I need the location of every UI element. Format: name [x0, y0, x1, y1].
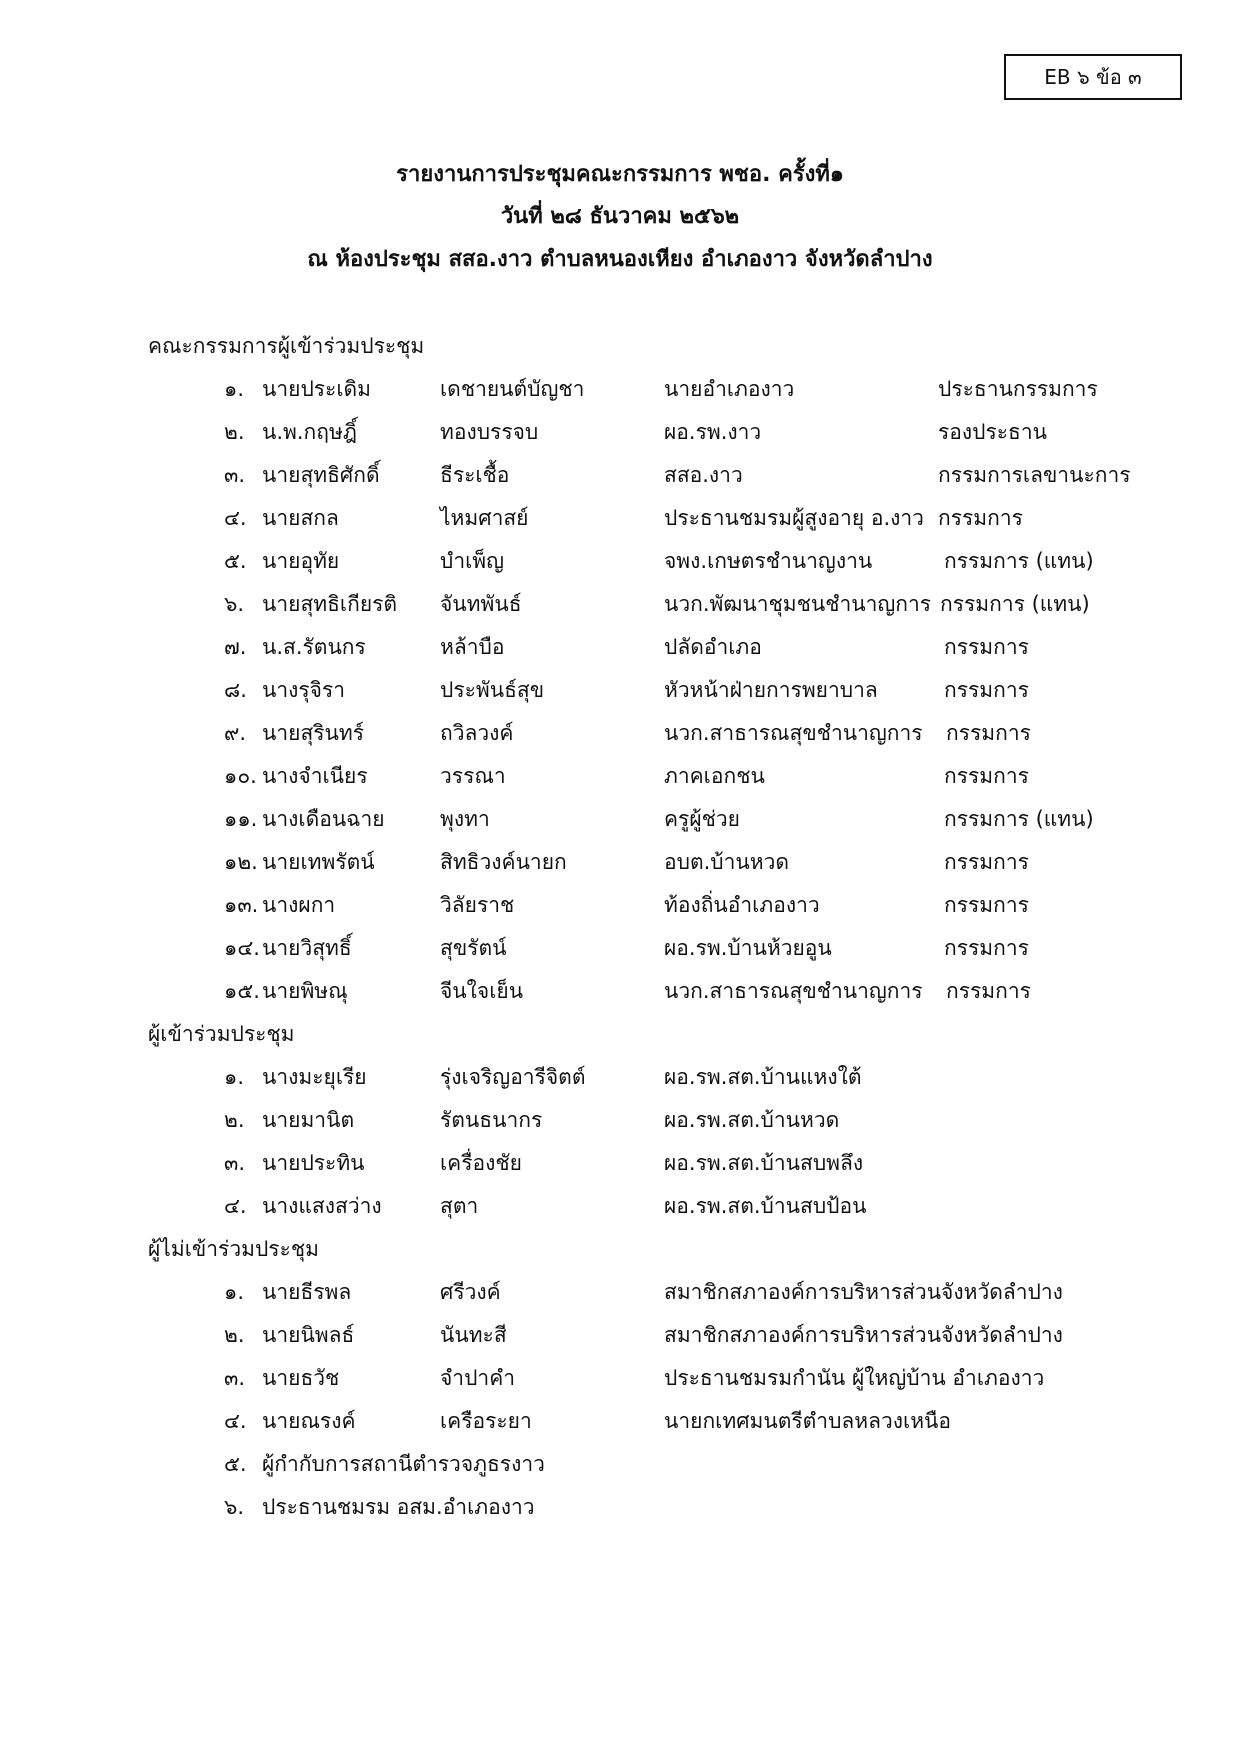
table-row	[0, 932, 1240, 972]
row-name: นายณรงค์	[262, 1409, 356, 1433]
row-name: นายธวัช	[262, 1366, 340, 1390]
row-role: กรรมการ	[944, 678, 1029, 702]
table-row	[0, 674, 1240, 714]
row-name: นางจำเนียร	[262, 764, 368, 788]
row-name: นายสุรินทร์	[262, 721, 365, 745]
row-name: นายพิษณุ	[262, 979, 348, 1003]
row-number: ๖.	[224, 1495, 245, 1519]
row-position: จพง.เกษตรชำนาญงาน	[664, 549, 873, 573]
row-position: หัวหน้าฝ่ายการพยาบาล	[664, 678, 878, 702]
row-surname: รัตนธนากร	[440, 1108, 543, 1132]
table-row	[0, 545, 1240, 585]
row-surname: ธีระเชื้อ	[440, 463, 510, 487]
row-surname: ศรีวงค์	[440, 1280, 501, 1304]
row-number: ๑.	[224, 1280, 245, 1304]
table-row	[0, 1491, 1240, 1531]
row-position: ผอ.รพ.สต.บ้านสบพลึง	[664, 1151, 864, 1175]
row-position: ผอ.รพ.สต.บ้านแหงใต้	[664, 1065, 862, 1089]
row-number: ๑๑.	[224, 807, 258, 831]
table-row	[0, 803, 1240, 843]
row-name: นางมะยุเรีย	[262, 1065, 367, 1089]
row-role: กรรมการเลขานะการ	[938, 463, 1131, 487]
row-number: ๗.	[224, 635, 247, 659]
row-number: ๔.	[224, 1194, 247, 1218]
row-role: กรรมการ (แทน)	[944, 807, 1094, 831]
row-role: กรรมการ	[944, 635, 1029, 659]
row-name: นายสกล	[262, 506, 339, 530]
row-number: ๕.	[224, 549, 247, 573]
row-position: ผอ.รพ.บ้านห้วยอูน	[664, 936, 832, 960]
table-row	[0, 760, 1240, 800]
table-row	[0, 1104, 1240, 1144]
row-name: ผู้กำกับการสถานีตำรวจภูธรงาว	[262, 1452, 545, 1476]
row-number: ๓.	[224, 1366, 246, 1390]
row-name: น.ส.รัตนกร	[262, 635, 366, 659]
row-surname: ทองบรรจบ	[440, 420, 539, 444]
row-name: นายสุทธิเกียรติ	[262, 592, 398, 616]
row-name: นายอุทัย	[262, 549, 340, 573]
row-name: นายนิพลธ์	[262, 1323, 355, 1347]
row-number: ๑๕.	[224, 979, 260, 1003]
row-number: ๑.	[224, 1065, 245, 1089]
row-role: กรรมการ	[944, 764, 1029, 788]
row-number: ๓.	[224, 1151, 246, 1175]
row-surname: บำเพ็ญ	[440, 549, 505, 573]
row-surname: เดชายนต์บัญชา	[440, 377, 585, 401]
row-position: ปลัดอำเภอ	[664, 635, 762, 659]
table-row	[0, 502, 1240, 542]
row-number: ๑๒.	[224, 850, 258, 874]
table-row	[0, 889, 1240, 929]
row-number: ๘.	[224, 678, 247, 702]
row-name: นายมานิต	[262, 1108, 355, 1132]
row-number: ๒.	[224, 420, 245, 444]
row-role: กรรมการ	[944, 936, 1029, 960]
row-surname: จำปาคำ	[440, 1366, 516, 1390]
row-surname: นันทะสี	[440, 1323, 507, 1347]
table-row	[0, 1190, 1240, 1230]
row-role: ประธานกรรมการ	[938, 377, 1098, 401]
row-position: ผอ.รพ.งาว	[664, 420, 762, 444]
row-surname: เครือระยา	[440, 1409, 532, 1433]
row-position: ภาคเอกชน	[664, 764, 765, 788]
row-role: กรรมการ	[938, 506, 1023, 530]
row-position: ผอ.รพ.สต.บ้านหวด	[664, 1108, 840, 1132]
row-surname: พุงทา	[440, 807, 490, 831]
row-name: นายธีรพล	[262, 1280, 352, 1304]
row-surname: วรรณา	[440, 764, 506, 788]
row-position: สมาชิกสภาองค์การบริหารส่วนจังหวัดลำปาง	[664, 1280, 1063, 1304]
row-surname: สิทธิวงค์นายก	[440, 850, 567, 874]
table-row	[0, 631, 1240, 671]
row-position: นายกเทศมนตรีตำบลหลวงเหนือ	[664, 1409, 952, 1433]
section-heading-committee: คณะกรรมการผู้เข้าร่วมประชุม	[148, 334, 425, 358]
row-number: ๒.	[224, 1108, 245, 1132]
table-row	[0, 459, 1240, 499]
row-surname: จีนใจเย็น	[440, 979, 524, 1003]
row-surname: หล้าบือ	[440, 635, 505, 659]
row-position: สมาชิกสภาองค์การบริหารส่วนจังหวัดลำปาง	[664, 1323, 1063, 1347]
row-number: ๙.	[224, 721, 247, 745]
row-name: นายเทพรัตน์	[262, 850, 375, 874]
table-row	[0, 1319, 1240, 1359]
row-position: นวก.สาธารณสุขชำนาญการ	[664, 721, 923, 745]
row-name: ประธานชมรม อสม.อำเภองาว	[262, 1495, 535, 1519]
row-number: ๖.	[224, 592, 245, 616]
table-row	[0, 1061, 1240, 1101]
title-line-2: วันที่ ๒๘ ธันวาคม ๒๕๖๒	[500, 204, 740, 229]
table-row	[0, 1147, 1240, 1187]
section-heading-attendees: ผู้เข้าร่วมประชุม	[148, 1022, 295, 1046]
row-name: นางรุจิรา	[262, 678, 346, 702]
row-name: นางผกา	[262, 893, 336, 917]
row-number: ๑.	[224, 377, 245, 401]
row-role: กรรมการ (แทน)	[944, 549, 1094, 573]
row-name: นายประเดิม	[262, 377, 371, 401]
row-role: กรรมการ	[946, 979, 1031, 1003]
row-role: รองประธาน	[938, 420, 1047, 444]
row-number: ๑๓.	[224, 893, 259, 917]
table-row	[0, 1448, 1240, 1488]
row-role: กรรมการ (แทน)	[940, 592, 1090, 616]
row-position: ครูผู้ช่วย	[664, 807, 740, 831]
row-number: ๔.	[224, 1409, 247, 1433]
row-name: นายประทิน	[262, 1151, 365, 1175]
row-number: ๓.	[224, 463, 246, 487]
table-row	[0, 373, 1240, 413]
table-row	[0, 416, 1240, 456]
row-position: ผอ.รพ.สต.บ้านสบป้อน	[664, 1194, 867, 1218]
row-surname: สุขรัตน์	[440, 936, 507, 960]
row-name: นางเดือนฉาย	[262, 807, 385, 831]
row-number: ๒.	[224, 1323, 245, 1347]
row-surname: ประพันธ์สุข	[440, 678, 545, 702]
row-role: กรรมการ	[946, 721, 1031, 745]
reference-box: EB ๖ ข้อ ๓	[1004, 54, 1182, 100]
row-surname: เครื่องชัย	[440, 1151, 522, 1175]
row-surname: รุ่งเจริญอารีจิตต์	[440, 1065, 586, 1089]
table-row	[0, 846, 1240, 886]
row-position: สสอ.งาว	[664, 463, 743, 487]
title-line-1: รายงานการประชุมคณะกรรมการ พชอ. ครั้งที่๑	[396, 162, 844, 187]
row-position: นายอำเภองาว	[664, 377, 795, 401]
row-number: ๕.	[224, 1452, 247, 1476]
row-position: นวก.พัฒนาชุมชนชำนาญการ	[664, 592, 932, 616]
row-surname: ไหมศาสย์	[440, 506, 529, 530]
table-row	[0, 1276, 1240, 1316]
row-role: กรรมการ	[944, 893, 1029, 917]
title-line-3: ณ ห้องประชุม สสอ.งาว ตำบลหนองเหียง อำเภองาว จังหวัดลำปาง	[307, 247, 933, 272]
row-number: ๑๐.	[224, 764, 257, 788]
row-surname: ถวิลวงค์	[440, 721, 514, 745]
row-position: นวก.สาธารณสุขชำนาญการ	[664, 979, 923, 1003]
table-row	[0, 588, 1240, 628]
table-row	[0, 717, 1240, 757]
row-position: ประธานชมรมผู้สูงอายุ อ.งาว	[664, 506, 924, 530]
row-number: ๔.	[224, 506, 247, 530]
row-name: นางแสงสว่าง	[262, 1194, 382, 1218]
row-name: น.พ.กฤษฎิ์	[262, 420, 357, 444]
row-name: นายสุทธิศักดิ์	[262, 463, 380, 487]
row-name: นายวิสุทธิ์	[262, 936, 352, 960]
row-position: อบต.บ้านหวด	[664, 850, 790, 874]
row-role: กรรมการ	[944, 850, 1029, 874]
table-row	[0, 1362, 1240, 1402]
row-position: ประธานชมรมกำนัน ผู้ใหญ่บ้าน อำเภองาว	[664, 1366, 1045, 1390]
section-heading-absentees: ผู้ไม่เข้าร่วมประชุม	[148, 1237, 319, 1261]
row-surname: จันทพันธ์	[440, 592, 522, 616]
row-surname: สุตา	[440, 1194, 479, 1218]
row-surname: วิลัยราช	[440, 893, 515, 917]
table-row	[0, 975, 1240, 1015]
row-position: ท้องถิ่นอำเภองาว	[664, 893, 820, 917]
table-row	[0, 1405, 1240, 1445]
row-number: ๑๔.	[224, 936, 260, 960]
